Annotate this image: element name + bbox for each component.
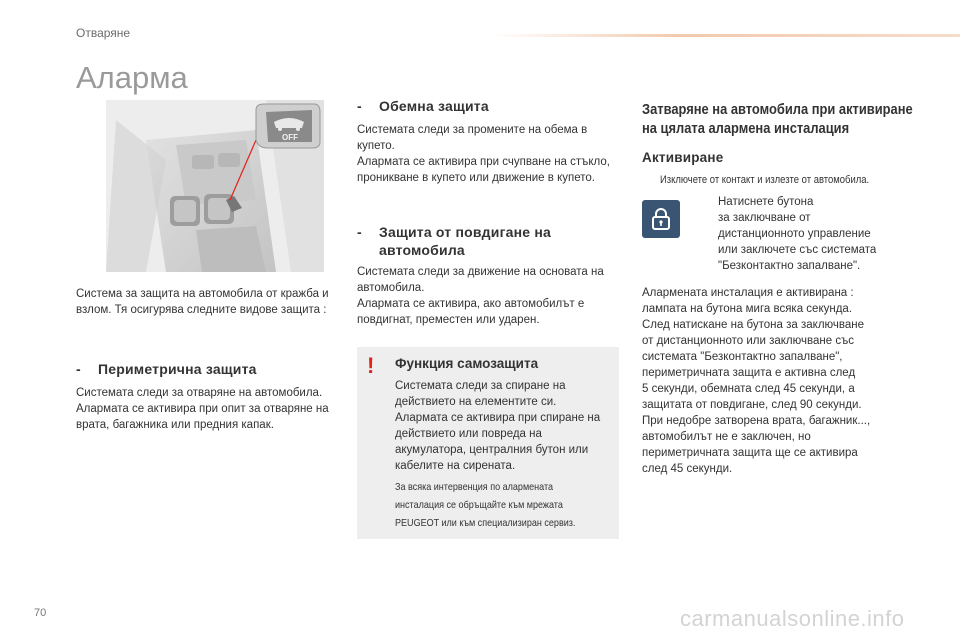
activation-description bbox=[642, 285, 942, 477]
para-line: При недобре затворена врата, багажник..., bbox=[642, 415, 871, 427]
section-label: Отваряне bbox=[76, 26, 131, 40]
heading-dash: - bbox=[357, 224, 362, 240]
intro-text: Система за защита на автомобила от кражба и взлом. Тя осигурява следните видове защита : bbox=[76, 288, 329, 316]
page-number: 70 bbox=[34, 607, 47, 619]
locking-heading-line1: Затваряне на автомобила при активиране bbox=[642, 101, 913, 118]
para-line: лампата на бутона мига всяка секунда. bbox=[642, 303, 853, 315]
warning-icon: ! bbox=[367, 353, 375, 378]
step-2-text: Натиснете бутона за заключване от дистанционното управление или заключете със системата "Безконтактно запалване". bbox=[718, 196, 877, 272]
header-divider bbox=[490, 34, 960, 37]
tilt-heading-line2: автомобила bbox=[379, 242, 465, 258]
self-protection-text-2: Алармата се активира при спиране на действието или повреда на акумулатора, централния бутон или кабелите на сирената. bbox=[395, 412, 601, 472]
para-line: след 45 секунди. bbox=[642, 463, 733, 475]
note-line: PEUGEOT или към специализиран сервиз. bbox=[395, 517, 576, 529]
locking-heading bbox=[642, 100, 913, 138]
para-line: защитата от повдигане, след 90 секунди. bbox=[642, 399, 862, 411]
perimeter-text: Системата следи за отваряне на автомобила. Алармата се активира при опит за отваряне на врата, багажника или предния капак. bbox=[76, 387, 329, 431]
console-illustration bbox=[106, 100, 324, 272]
activation-heading: Активиране bbox=[642, 150, 724, 165]
note-line: инсталация се обръщайте към мрежата bbox=[395, 499, 563, 511]
para-line: периметричната защита ще се активира bbox=[642, 447, 858, 459]
note-line: За всяка интервенция по алармената bbox=[395, 481, 554, 493]
heading-dash: - bbox=[76, 361, 81, 377]
off-button-label: OFF bbox=[282, 133, 298, 142]
self-protection-text-1: Системата следи за спиране на действието на елементите си. bbox=[395, 380, 566, 408]
step-1-text: Изключете от контакт и излезте от автомобила. bbox=[660, 174, 870, 186]
page-title: Аларма bbox=[76, 60, 188, 95]
tilt-heading-line1: Защита от повдигане на bbox=[379, 224, 551, 240]
heading-dash: - bbox=[357, 98, 362, 114]
volume-heading bbox=[357, 98, 489, 114]
para-line: от дистанционното или заключване със bbox=[642, 335, 855, 347]
para-line: 5 секунди, обемната след 45 секунди, а bbox=[642, 383, 855, 395]
para-line: автомобилът не е заключен, но bbox=[642, 431, 811, 443]
volume-text-2: Алармата се активира при счупване на стъкло, проникване в купето или движение в купето. bbox=[357, 156, 610, 184]
volume-heading-text: Обемна защита bbox=[379, 98, 489, 114]
tilt-text-1: Системата следи за движение на основата на автомобила. bbox=[357, 266, 604, 294]
para-line: След натискане на бутона за заключване bbox=[642, 319, 865, 331]
console-photo bbox=[106, 100, 324, 272]
padlock-icon bbox=[650, 207, 672, 231]
watermark: carmanualsonline.info bbox=[680, 606, 905, 631]
perimeter-heading bbox=[76, 361, 257, 377]
self-protection-heading: Функция самозащита bbox=[395, 356, 539, 371]
tilt-heading bbox=[357, 223, 551, 259]
locking-heading-line2: на цялата алармена инсталация bbox=[642, 120, 850, 137]
self-protection-note bbox=[395, 478, 612, 532]
volume-text-1: Системата следи за промените на обема в купето. bbox=[357, 124, 588, 152]
perimeter-heading-text: Периметрична защита bbox=[98, 361, 257, 377]
tilt-text-2: Алармата се активира, ако автомобилът е повдигнат, преместен или ударен. bbox=[357, 298, 585, 326]
para-line: Алармената инсталация е активирана : bbox=[642, 287, 854, 299]
para-line: периметричната защита е активна след bbox=[642, 367, 856, 379]
lock-icon bbox=[642, 200, 680, 238]
para-line: системата "Безконтактно запалване", bbox=[642, 351, 843, 363]
